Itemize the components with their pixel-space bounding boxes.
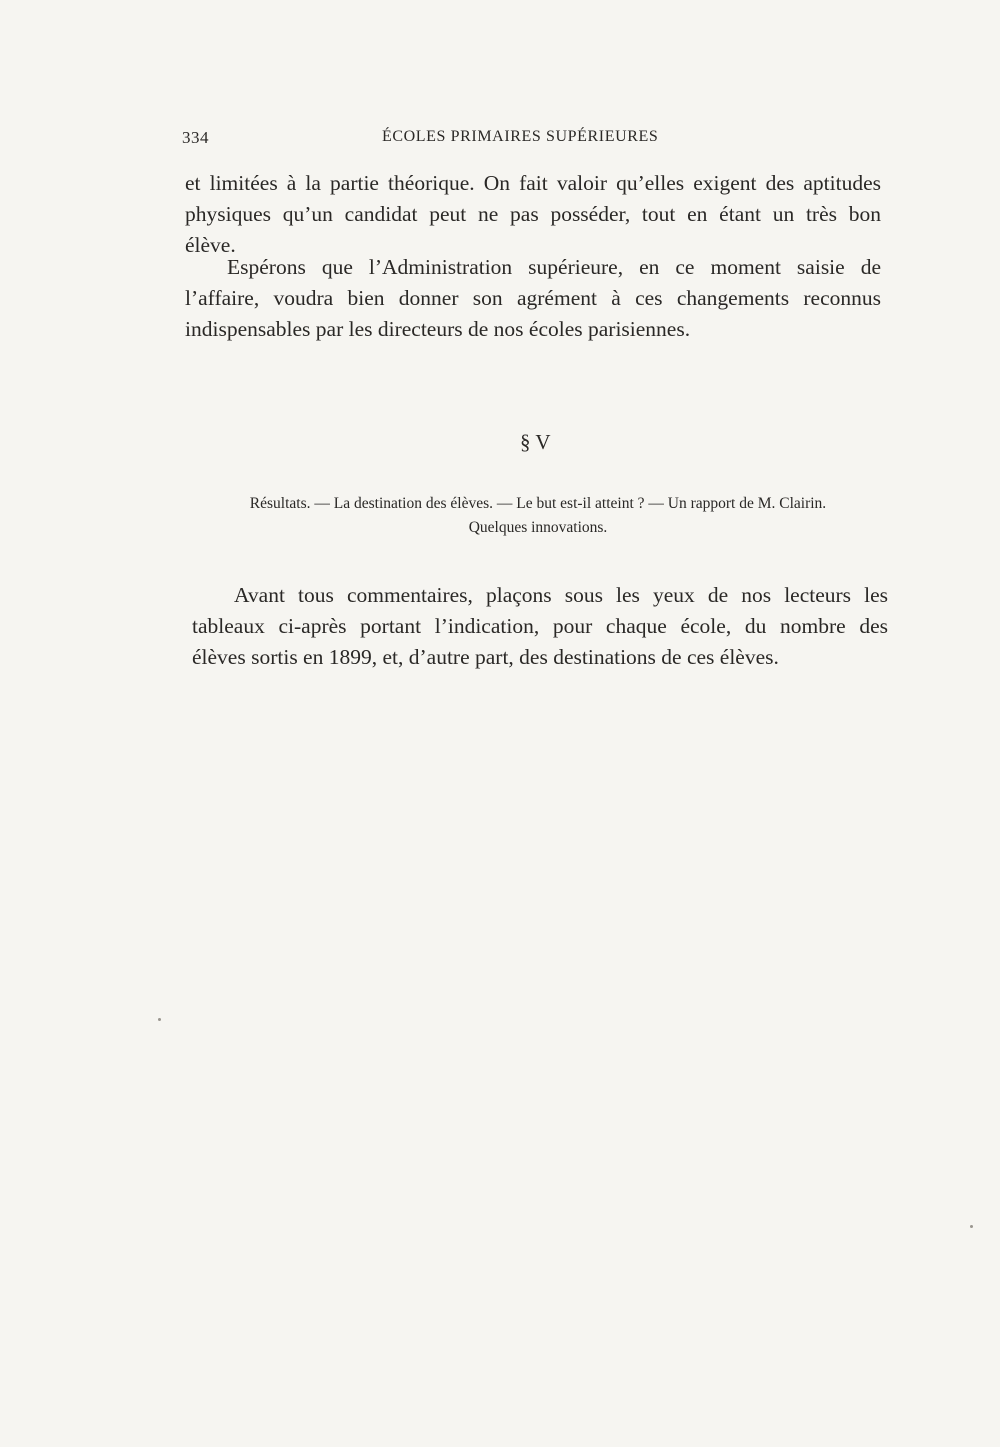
- section-summary: [188, 492, 888, 540]
- section-heading: § V: [520, 430, 551, 454]
- paragraph-line: indispensables par les directeurs de nos écoles parisiennes.: [185, 317, 691, 341]
- paragraph-line: élèves sortis en 1899, et, d’autre part, des destinations de ces élèves.: [192, 645, 779, 669]
- paper-speck: [158, 1018, 161, 1021]
- running-header: [182, 128, 882, 154]
- paragraph-3: [192, 580, 888, 673]
- paper-speck: [970, 1225, 973, 1228]
- paragraph-line: Espérons que l’Administration supérieure, en ce moment saisie de: [227, 255, 881, 279]
- paragraph-2: [185, 252, 881, 345]
- paragraph-line: tableaux ci-après portant l’indication, pour chaque école, du nombre des: [192, 614, 888, 638]
- paragraph-line: physiques qu’un candidat peut ne pas posséder, tout en étant un très bon: [185, 202, 881, 226]
- paragraph-line: l’affaire, voudra bien donner son agrément à ces changements reconnus: [185, 286, 881, 310]
- paragraph-line: élève.: [185, 233, 236, 257]
- running-title: ÉCOLES PRIMAIRES SUPÉRIEURES: [382, 128, 659, 145]
- paragraph-line: Avant tous commentaires, plaçons sous les yeux de nos lecteurs les: [234, 583, 888, 607]
- paragraph-line: et limitées à la partie théorique. On fait valoir qu’elles exigent des aptitudes: [185, 171, 881, 195]
- paragraph-1: [185, 168, 881, 261]
- summary-line: Quelques innovations.: [468, 519, 608, 536]
- summary-line: Résultats. — La destination des élèves. — Le but est-il atteint ? — Un rapport de M. Clairin.: [249, 495, 827, 512]
- page-number: 334: [182, 128, 209, 147]
